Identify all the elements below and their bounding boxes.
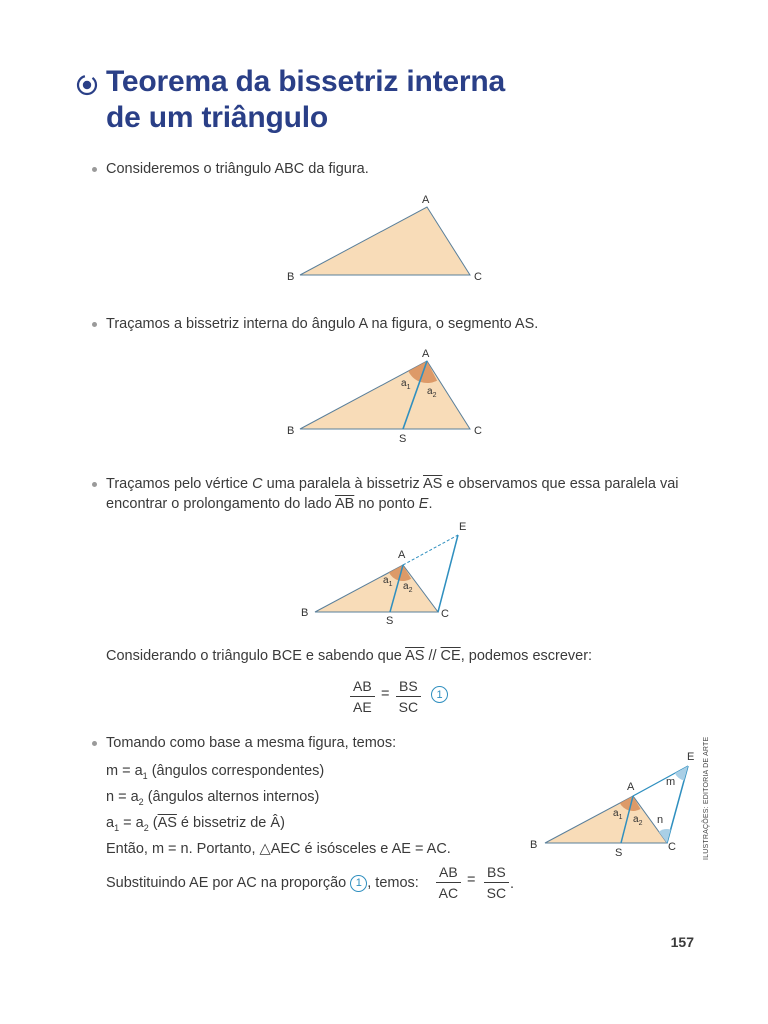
section3-line1: Traçamos pelo vértice C uma paralela à bissetriz $\overline{AS}$ e observamos que essa paralela vai <box>106 476 679 492</box>
bullet <box>92 482 97 487</box>
label-C: C <box>474 271 482 283</box>
svg-text:a1: $a_1$ <box>613 808 623 821</box>
figure-parallel-ce <box>295 518 485 630</box>
eq2-equals: = <box>467 872 476 888</box>
label-B: B <box>287 271 295 283</box>
svg-text:a1: $a_1$ <box>401 378 411 391</box>
figure-triangle-abc <box>280 188 500 288</box>
section1-text: Consideremos o triângulo ABC da figura. <box>106 161 369 177</box>
section4-line4: Então, m = n. Portanto, △AEC é isósceles e AE = AC. <box>106 841 451 857</box>
eq2-period: . <box>510 876 515 892</box>
section3-line2: encontrar o prolongamento do lado $\overline{AB}$ no ponto E. <box>106 496 433 512</box>
svg-text:a1: $a_1$ <box>383 575 393 588</box>
eq2-fraction-right: $\frac{BS}{SC}$ <box>484 864 509 901</box>
label-E: E <box>459 521 467 533</box>
eq1-fraction-left: $\frac{AB}{AE}$ <box>350 678 375 715</box>
label-A: A <box>422 194 430 206</box>
section2-text: Traçamos a bissetriz interna do ângulo A na figura, o segmento AS. <box>106 316 539 332</box>
label-A: A <box>398 549 406 561</box>
label-S: S <box>615 847 623 859</box>
eq1-fraction-right: $\frac{BS}{SC}$ <box>396 678 421 715</box>
label-S: S <box>399 433 407 445</box>
svg-text:a2: $a_2$ <box>403 581 413 594</box>
section4-intro: Tomando como base a mesma figura, temos: <box>106 735 397 751</box>
label-C: C <box>474 425 482 437</box>
page-title <box>106 64 505 136</box>
label-C: C <box>668 841 676 853</box>
eq1-equals: = <box>381 686 390 702</box>
bullet <box>92 322 97 327</box>
svg-text:a2: $a_2$ <box>427 386 437 399</box>
label-C: C <box>441 608 449 620</box>
label-S: S <box>386 615 394 627</box>
label-m: m <box>666 776 676 788</box>
title-line-2: de um triângulo <box>106 101 329 134</box>
bullet <box>92 167 97 172</box>
label-B: B <box>287 425 295 437</box>
bullet <box>92 741 97 746</box>
label-A: A <box>422 348 430 360</box>
label-B: B <box>301 607 309 619</box>
section4-line5: Substituindo AE por AC na proporção 1 , temos: <box>106 875 419 891</box>
eq2-fraction-left: $\frac{AB}{AC}$ <box>436 864 461 901</box>
section4-line3: $a_1 = a_2$ ($\overline{AS}$ é bissetriz de Â) <box>106 815 285 833</box>
label-B: B <box>530 839 538 851</box>
label-E: E <box>687 751 695 763</box>
label-n: n <box>657 814 664 826</box>
title-line-1: Teorema da bissetriz interna <box>106 65 505 98</box>
svg-text:a2: $a_2$ <box>633 814 643 827</box>
section4-line1: $m = a_1$ (ângulos correspondentes) <box>106 763 325 781</box>
section4-line2: $n = a_2$ (ângulos alternos internos) <box>106 789 320 807</box>
considering-text: Considerando o triângulo BCE e sabendo que $\overline{AS} // \overline{CE}$, podemos escrever: <box>106 648 593 664</box>
illustration-credit: ILUSTRAÇÕES: EDITORIA DE ARTE <box>703 736 710 860</box>
label-A: A <box>627 781 635 793</box>
figure-bisector-as <box>280 342 500 447</box>
page-number: 157 <box>670 934 694 950</box>
equation-tag-1: 1 <box>431 686 448 704</box>
figure-isosceles-aec <box>525 748 705 860</box>
target-bullet-icon <box>76 74 98 96</box>
